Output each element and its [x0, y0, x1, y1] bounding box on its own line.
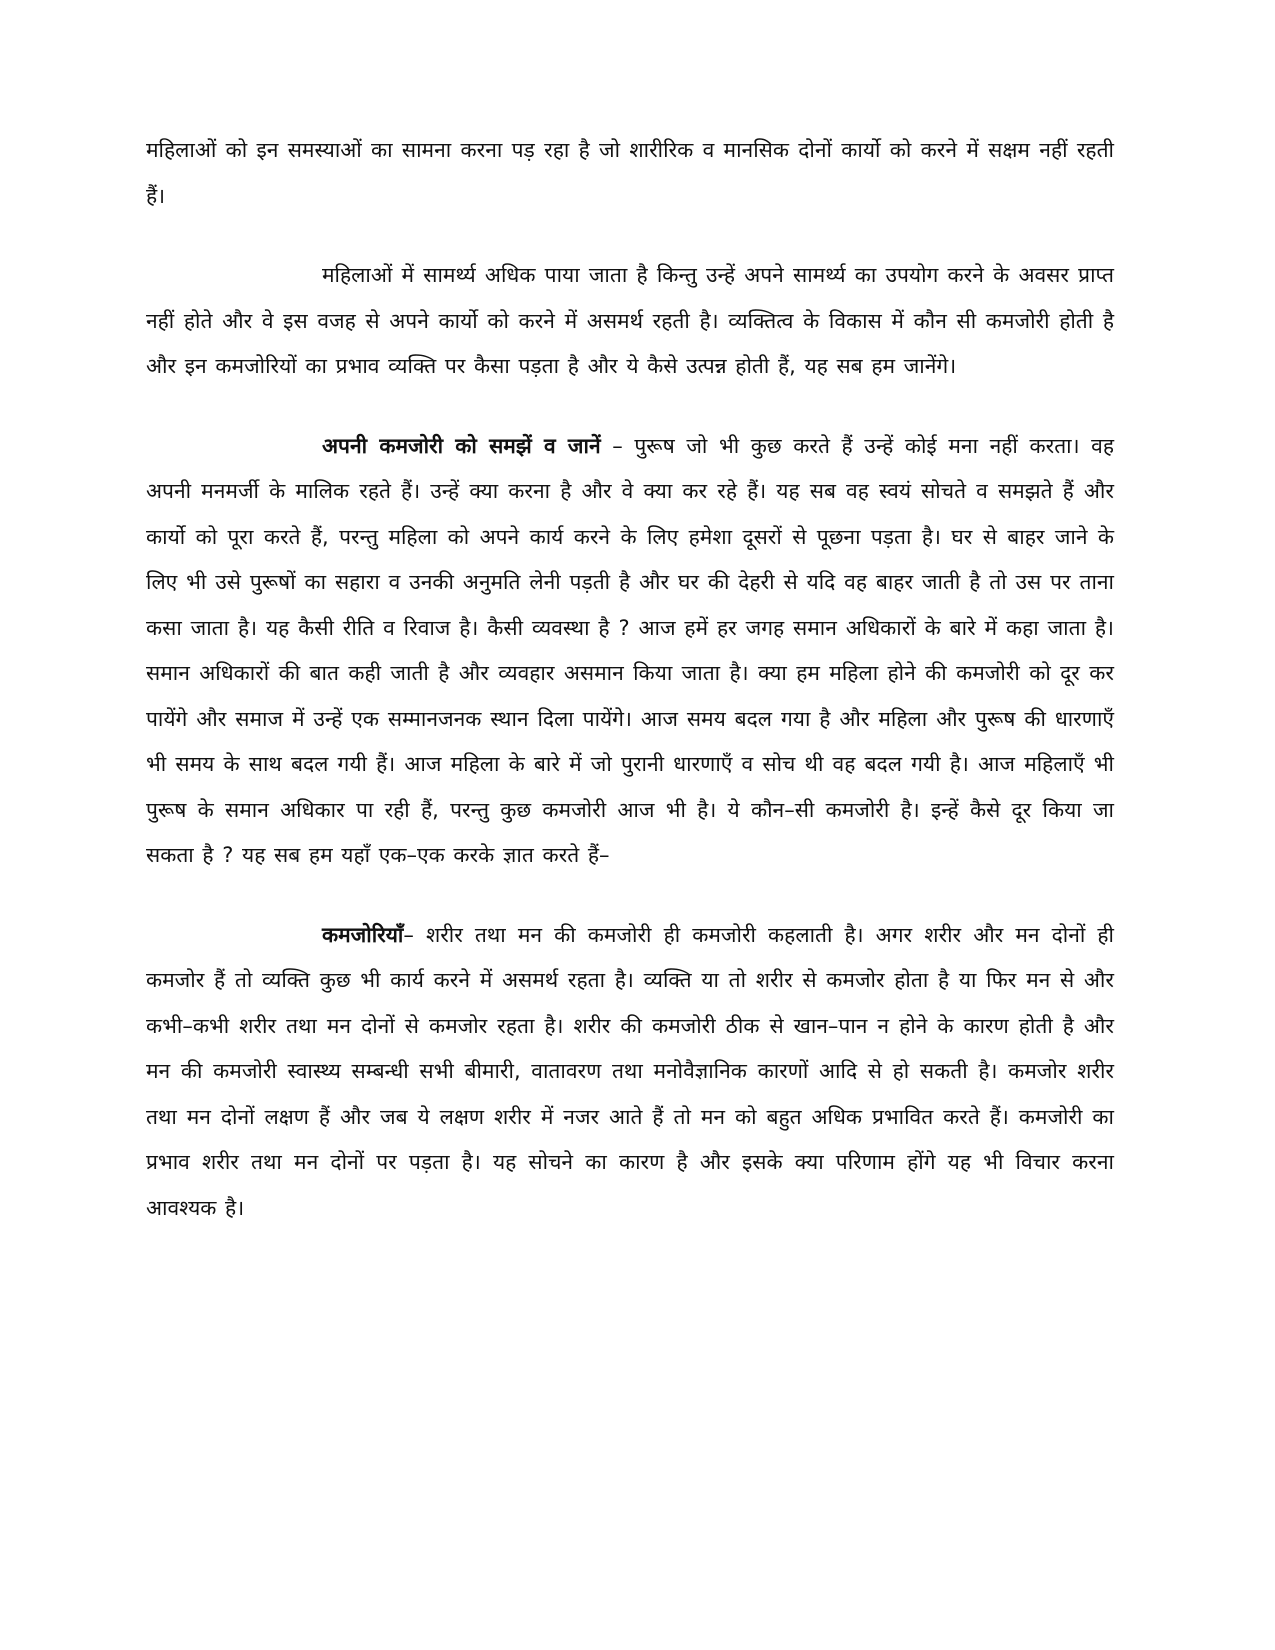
paragraph-know-weakness — [146, 424, 1114, 879]
paragraph-intro — [146, 128, 1114, 219]
paragraph-text: – शरीर तथा मन की कमजोरी ही कमजोरी कहलाती है। अगर शरीर और मन दोनों ही कमजोर हैं तो व्यक्ति कुछ भी कार्य करने में असमर्थ रहता है। व्यक्ति या तो शरीर से कमजोर होता है या फिर मन से और कभी–कभी शरीर तथा मन दोनों से कमजोर रहता है। शरीर की कमजोरी ठीक से खान–पान न होने के कारण होती है और मन की कमजोरी स्वास्थ्य सम्बन्धी सभी बीमारी, वातावरण तथा मनोवैज्ञानिक कारणों आदि से हो सकती है। कमजोर शरीर तथा मन दोनों लक्षण हैं और जब ये लक्षण शरीर में नजर आते हैं तो मन को बहुत अधिक प्रभावित करते हैं। कमजोरी का प्रभाव शरीर तथा मन दोनों पर पड़ता है। यह सोचने का कारण है और इसके क्या परिणाम होंगे यह भी विचार करना आवश्यक है। — [146, 922, 1114, 1220]
paragraph-text: महिलाओं को इन समस्याओं का सामना करना पड़ रहा है जो शारीरिक व मानसिक दोनों कार्यो को करने में सक्षम नहीं रहती हैं। — [146, 138, 1114, 208]
section-heading: अपनी कमजोरी को समझें व जानें — [322, 433, 601, 458]
section-heading: कमजोरियाँ — [322, 922, 404, 947]
paragraph-weaknesses — [146, 913, 1114, 1232]
paragraph-text: – पुरूष जो भी कुछ करते हैं उन्हें कोई मना नहीं करता। वह अपनी मनमर्जी के मालिक रहते हैं। उन्हें क्या करना है और वे क्या कर रहे हैं। यह सब वह स्वयं सोचते व समझते हैं और कार्यो को पूरा करते हैं, परन्तु महिला को अपने कार्य करने के लिए हमेशा दूसरों से पूछना पड़ता है। घर से बाहर जाने के लिए भी उसे पुरूषों का सहारा व उनकी अनुमति लेनी पड़ती है और घर की देहरी से यदि वह बाहर जाती है तो उस पर ताना कसा जाता है। यह कैसी रीति व रिवाज है। कैसी व्यवस्था है ? आज हमें हर जगह समान अधिकारों के बारे में कहा जाता है। समान अधिकारों की बात कही जाती है और व्यवहार असमान किया जाता है। क्या हम महिला होने की कमजोरी को दूर कर पायेंगे और समाज में उन्हें एक सम्मानजनक स्थान दिला पायेंगे। आज समय बदल गया है और महिला और पुरूष की धारणाएँ भी समय के साथ बदल गयी हैं। आज महिला के बारे में जो पुरानी धारणाएँ व सोच थी वह बदल गयी है। आज महिलाएँ भी पुरूष के समान अधिकार पा रही हैं, परन्तु कुछ कमजोरी आज भी है। ये कौन–सी कमजोरी है। इन्हें कैसे दूर किया जा सकता है ? यह सब हम यहाँ एक–एक करके ज्ञात करते हैं– — [146, 433, 1115, 867]
paragraph-capability — [146, 253, 1114, 390]
paragraph-text: महिलाओं में सामर्थ्य अधिक पाया जाता है किन्तु उन्हें अपने सामर्थ्य का उपयोग करने के अवसर प्राप्त नहीं होते और वे इस वजह से अपने कार्यो को करने में असमर्थ रहती है। व्यक्तित्व के विकास में कौन सी कमजोरी होती है और इन कमजोरियों का प्रभाव व्यक्ति पर कैसा पड़ता है और ये कैसे उत्पन्न होती हैं, यह सब हम जानेंगे। — [146, 263, 1114, 378]
document-page — [146, 128, 1114, 1231]
